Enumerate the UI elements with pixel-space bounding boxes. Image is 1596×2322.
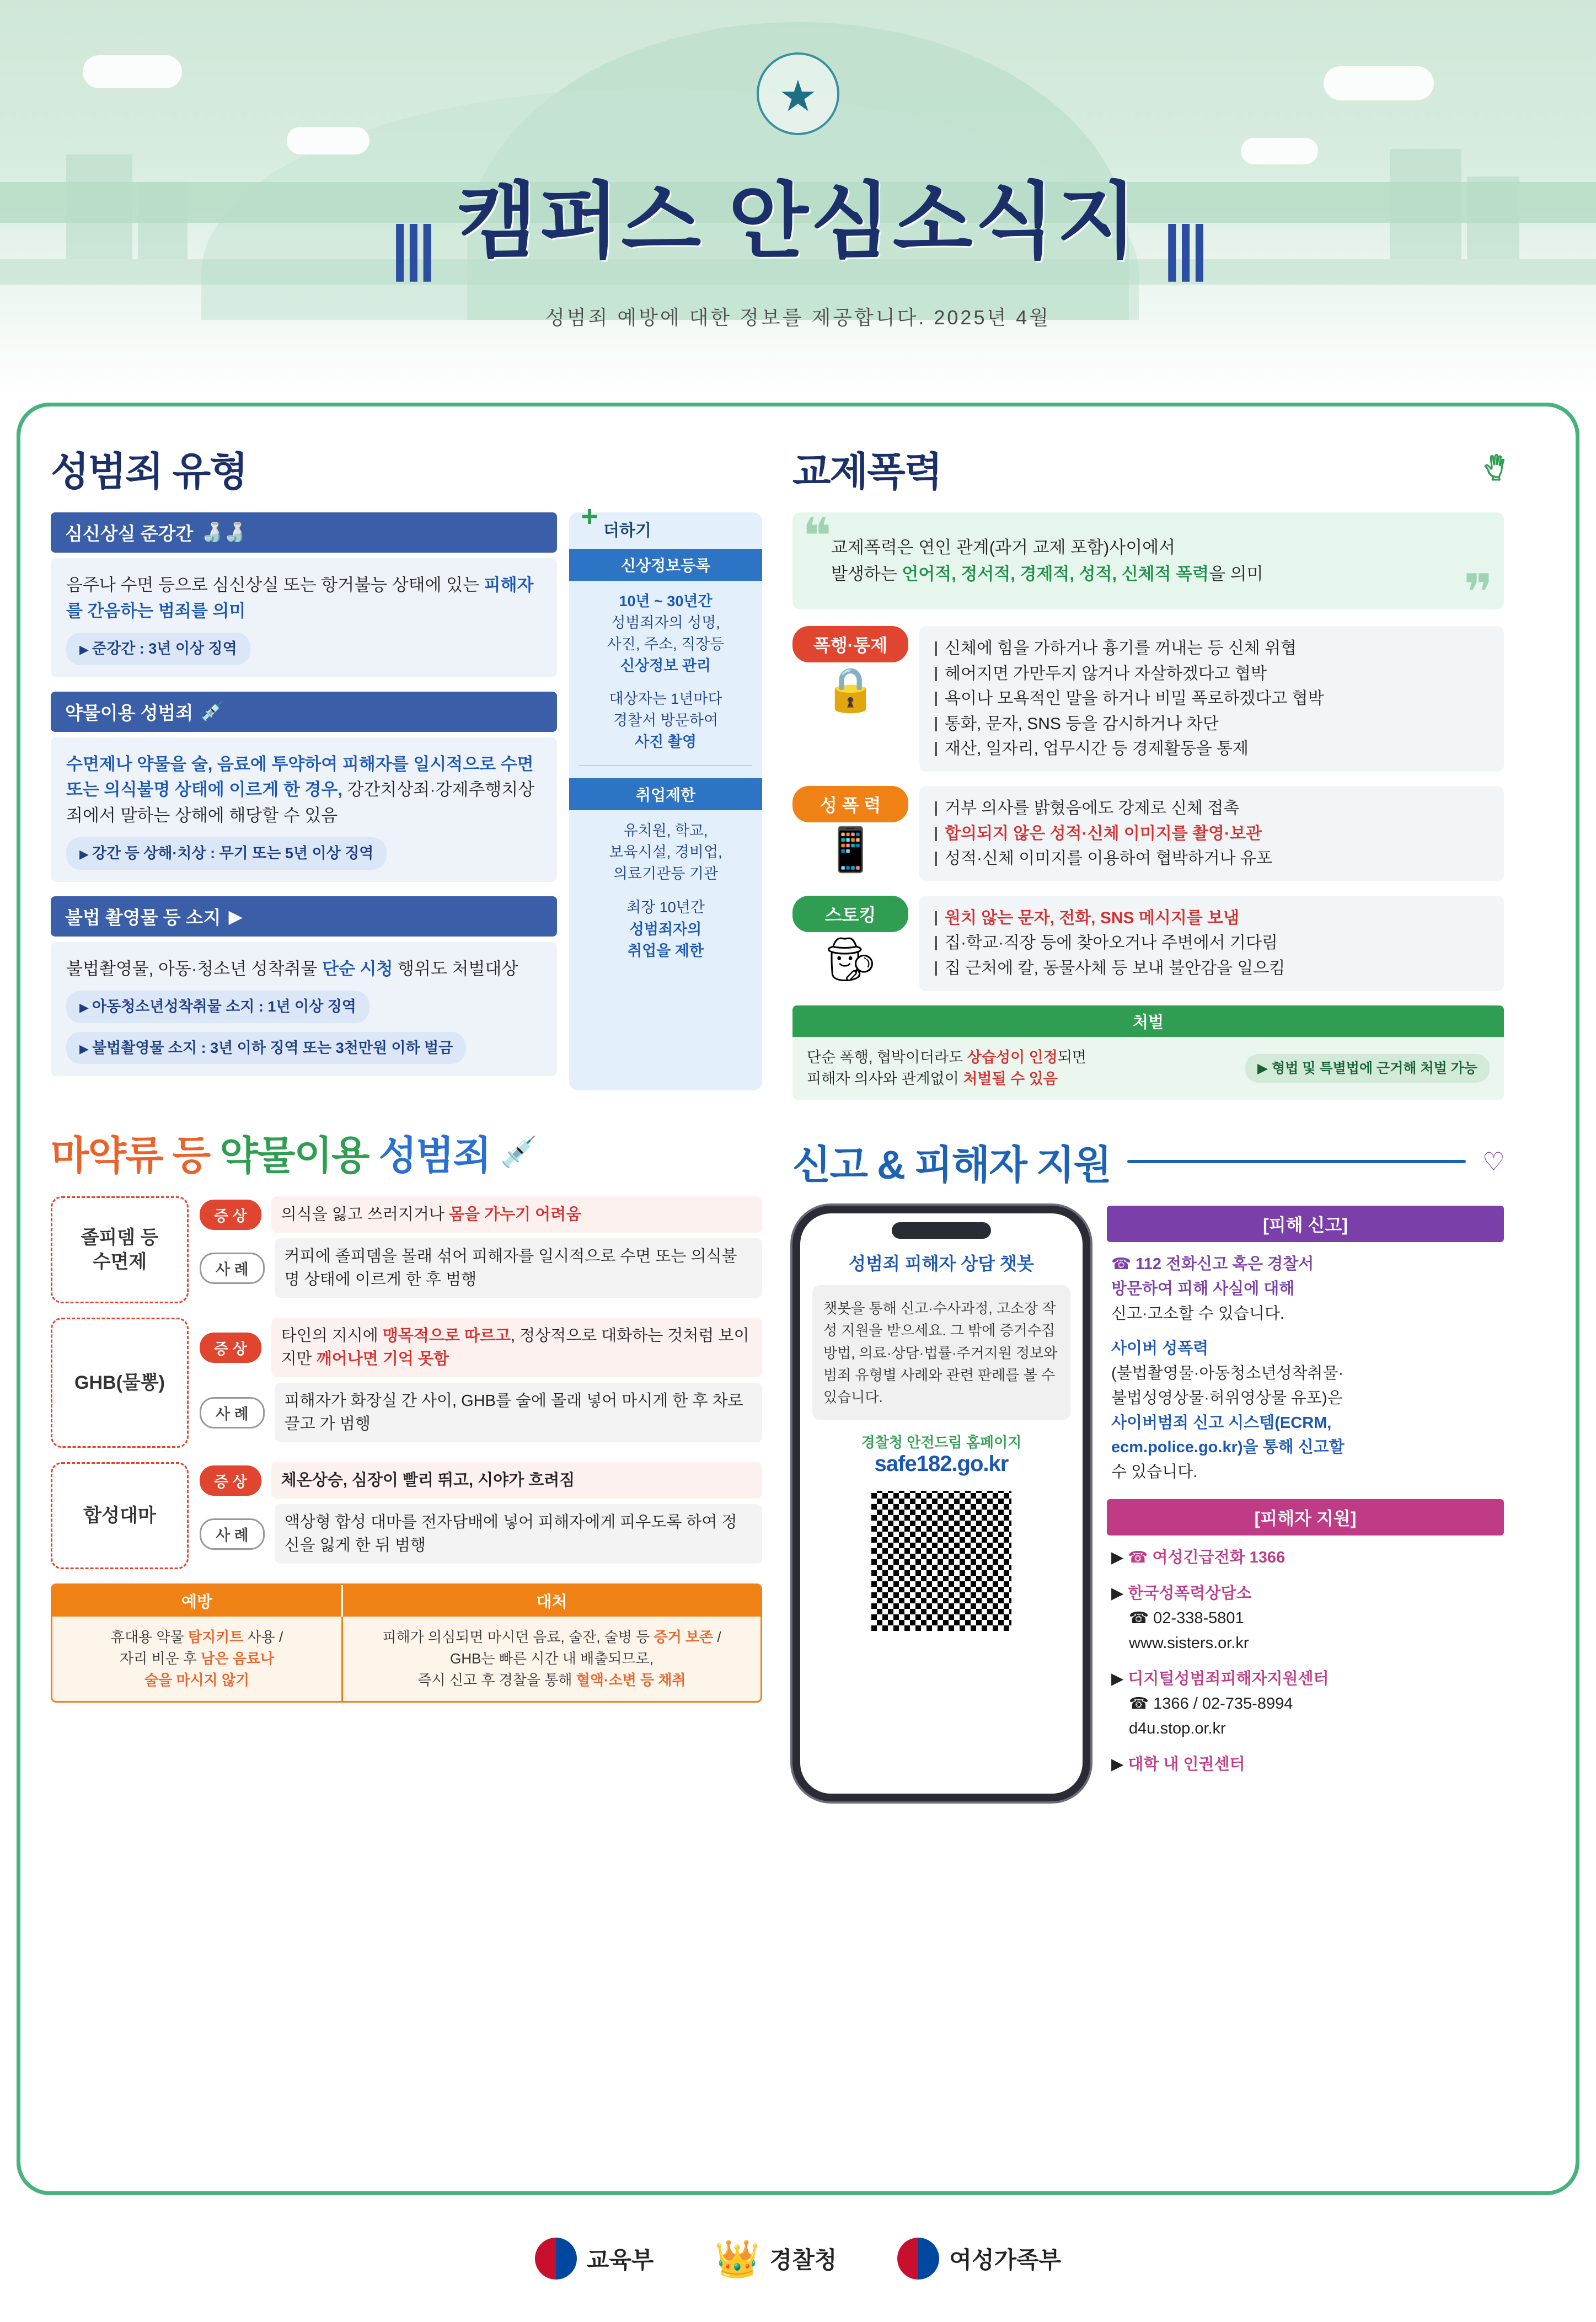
footer-org-2	[714, 2240, 837, 2277]
quote-line-1: 교제폭력은 연인 관계(과거 교제 포함)사이에서	[831, 538, 1176, 557]
extra-info-2-l4: 최장 10년간	[626, 899, 705, 916]
crime-card-title-2: 약물이용 성범죄	[65, 702, 194, 723]
drug-case-3: 액상형 합성 대마를 전자담배에 넣어 피해자에게 피우도록 하여 정신을 잃게 한 뒤 범행	[275, 1504, 762, 1564]
extra-info-label: 더하기	[603, 522, 651, 540]
drug-name-3: 합성대마	[51, 1462, 189, 1569]
dv-item: 집 근처에 칼, 동물사체 등 보내 불안감을 일으킴	[933, 956, 1491, 981]
case-label-2: 사 례	[200, 1397, 265, 1428]
cloud-shape	[1324, 66, 1434, 100]
crime-card-bullet-1: ▶ 준강간 : 3년 이상 징역	[66, 633, 250, 665]
section-title-report: 신고 & 피해자 지원 ♡	[792, 1143, 1504, 1187]
section-title-dating-violence: 교제폭력 🖐︎	[792, 450, 1504, 494]
phone-notch	[892, 1222, 991, 1239]
cyber-title: 사이버 성폭력	[1111, 1339, 1209, 1357]
dv-tag-3: 스토킹	[792, 896, 908, 932]
extra-info-1-l6: 경찰서 방문하여	[613, 711, 719, 729]
footer-org-1-label: 교육부	[586, 2247, 654, 2273]
crime-card-header-2	[51, 692, 557, 732]
cyber-line-3: 사이버범죄 신고 시스템(ECRM,	[1111, 1414, 1332, 1432]
dv-items-2	[919, 786, 1504, 881]
respond-body: 피해가 의심되면 마시던 음료, 술잔, 술병 등 증거 보존 / GHB는 빠른 시간 내 배출되므로, 즉시 신고 후 경찰을 통해 혈액·소변 등 채취	[341, 1617, 760, 1701]
chatbot-message: 챗봇을 통해 신고·수사과정, 고소장 작성 지원을 받으세요. 그 밖에 증거수집 방법, 의료·상담·법률·주거지원 정보와 범죄 유형별 사례와 관련 판례를 볼 수 있습니다.	[812, 1285, 1070, 1420]
crime-card-body-1	[51, 558, 557, 677]
crime-card-body-2	[51, 737, 557, 882]
drugs-title-part-1: 마약류 등	[51, 1134, 210, 1178]
plus-icon: +	[581, 500, 598, 533]
quote-line-2: 발생하는 언어적, 정서적, 경제적, 성적, 신체적 폭력을 의미	[831, 564, 1263, 584]
lock-icon: 🔒	[823, 665, 877, 714]
crime-card-text-3b: 단순 시청	[322, 959, 393, 978]
cyber-line-2: 불법성영상물·허위영상물 유포)은	[1111, 1389, 1343, 1407]
extra-info-2-l6: 취업을 제한	[628, 942, 704, 959]
poster-header	[0, 0, 1596, 397]
support-item-3-url[interactable]: d4u.stop.or.kr	[1129, 1719, 1226, 1737]
dv-item: 재산, 일자리, 업무시간 등 경제활동을 통제	[933, 736, 1491, 762]
support-item-1: ▶ ☎ 여성긴급전화 1366	[1111, 1549, 1286, 1567]
crime-card-text-2d: 강간치상죄·강제추행치상죄에서 말하는 상해에 해당할 수 있음	[66, 780, 535, 825]
dv-items-3	[919, 896, 1504, 991]
safe-site-url[interactable]: safe182.go.kr	[874, 1452, 1009, 1476]
drug-case-2: 피해자가 화장실 간 사이, GHB를 술에 몰래 넣어 마시게 한 후 차로 끌고 가 범행	[275, 1383, 762, 1442]
extra-info-2-l2: 보육시설, 경비업,	[609, 844, 722, 861]
report-line-3: 신고·고소할 수 있습니다.	[1111, 1304, 1284, 1323]
dv-item: 통화, 문자, SNS 등을 감시하거나 차단	[933, 711, 1491, 737]
drugs-title-part-3: 성범죄	[378, 1134, 491, 1178]
drug-symptom-1: 의식을 잃고 쓰러지거나 몸을 가누기 어려움	[271, 1196, 762, 1233]
heart-icon: ♡	[1482, 1147, 1504, 1176]
dv-item: 집·학교·직장 등에 찾아오거나 주변에서 기다림	[933, 930, 1491, 956]
page-subtitle: 성범죄 예방에 대한 정보를 제공합니다. 2025년 4월	[545, 306, 1051, 329]
support-item-4: ▶ 대학 내 인권센터	[1111, 1755, 1245, 1773]
soju-bottles-icon: 🍶🍶	[201, 522, 247, 542]
drug-symptom-2: 타인의 지시에 맹목적으로 따르고, 정상적으로 대화하는 것처럼 보이지만 깨어나면 기억 못함	[271, 1318, 762, 1377]
punishment-header: 처벌	[792, 1005, 1504, 1037]
dv-item: 원치 않는 문자, 전화, SNS 메시지를 보냄	[933, 906, 1491, 931]
prevention-header: 예방	[52, 1585, 341, 1617]
support-item-2-url[interactable]: www.sisters.or.kr	[1129, 1634, 1249, 1652]
crime-card-header-1	[51, 512, 557, 553]
dv-tag-1: 폭행·통제	[792, 626, 908, 662]
dv-group-3	[792, 896, 1504, 991]
extra-info-2-l5: 성범죄자의	[629, 921, 702, 938]
report-info	[1107, 1206, 1504, 1802]
drug-name-1: 졸피뎀 등 수면제	[51, 1196, 189, 1303]
footer-org-3	[897, 2238, 1061, 2280]
divider	[579, 765, 752, 766]
footer-org-1	[535, 2238, 654, 2280]
cyber-line-1: (불법촬영물·아동청소년성착취물·	[1111, 1364, 1344, 1382]
case-label-3: 사 례	[200, 1518, 265, 1550]
dv-item: 성적·신체 이미지를 이용하여 협박하거나 유포	[933, 846, 1491, 871]
safe-site-label: 경찰청 안전드림 홈페이지	[861, 1434, 1022, 1451]
binoculars-icon: 🕵︎	[823, 934, 878, 983]
extra-info-head-1: 신상정보등록	[569, 549, 762, 581]
title-bars-right: |||	[1163, 213, 1205, 282]
punishment-block	[792, 1005, 1504, 1100]
syringe-icon: 💉	[500, 1135, 537, 1169]
support-section-header: [피해자 지원]	[1107, 1499, 1504, 1535]
dv-item: 합의되지 않은 성적·신체 이미지를 촬영·보관	[933, 821, 1491, 847]
video-play-icon: ▶︎	[228, 906, 243, 927]
taeguk-logo-icon	[897, 2238, 939, 2280]
cyber-line-4[interactable]: ecm.police.go.kr)을 통해 신고할	[1111, 1438, 1345, 1457]
section-title-drugs	[51, 1123, 762, 1181]
dv-item: 거부 의사를 밝혔음에도 강제로 신체 접촉	[933, 796, 1491, 821]
support-item-3-phone: ☎ 1366 / 02-735-8994	[1129, 1695, 1293, 1713]
extra-info-2-l1: 유치원, 학교,	[623, 822, 708, 839]
report-section-header: [피해 신고]	[1107, 1206, 1504, 1242]
drugs-title-part-2: 약물이용	[219, 1134, 369, 1178]
dv-item: 헤어지면 가만두지 않거나 자살하겠다고 협박	[933, 661, 1491, 687]
extra-info-box	[569, 500, 762, 1090]
quote-open-icon: ❝	[802, 509, 832, 564]
crime-cards	[51, 512, 557, 1090]
punishment-pill: ▶ 형법 및 특별법에 근거해 처벌 가능	[1245, 1054, 1490, 1083]
qr-code[interactable]	[867, 1486, 1016, 1635]
cyber-line-5: 수 있습니다.	[1111, 1463, 1198, 1481]
dv-tag-2: 성 폭 력	[792, 786, 908, 822]
case-label-1: 사 례	[200, 1253, 265, 1284]
crime-card-bullet-2: ▶ 강간 등 상해·치상 : 무기 또는 5년 이상 징역	[66, 837, 387, 870]
taeguk-logo-icon	[535, 2238, 577, 2280]
symptom-label-2: 증 상	[200, 1333, 261, 1363]
footer-org-2-label: 경찰청	[769, 2247, 837, 2273]
dv-items-1	[919, 626, 1504, 772]
chatbot-title: 성범죄 피해자 상담 챗봇	[849, 1253, 1034, 1274]
support-item-2-phone: ☎ 02-338-5801	[1129, 1609, 1244, 1628]
drug-name-2: GHB(물뽕)	[51, 1318, 189, 1448]
crime-card-title-3: 불법 촬영물 등 소지	[65, 907, 221, 928]
cloud-shape	[83, 55, 182, 88]
drug-case-1: 커피에 졸피뎀을 몰래 섞어 피해자를 일시적으로 수면 또는 의식불명 상태에 이르게 한 후 범행	[275, 1238, 762, 1298]
extra-info-head-2: 취업제한	[569, 778, 762, 810]
dv-group-1	[792, 626, 1504, 772]
extra-info-1-l7: 사진 촬영	[635, 733, 697, 750]
phone-alert-icon: 📱	[823, 825, 877, 874]
crime-card-text-1a: 음주나 수면 등으로 심신상실 또는 항거불능 상태에 있는	[66, 575, 484, 595]
crime-card-title-1: 심신상실 준강간	[65, 523, 194, 544]
section-title-crime-types: 성범죄 유형	[51, 450, 247, 494]
police-eagle-emblem-icon: ★	[751, 52, 845, 146]
symptom-label-3: 증 상	[200, 1465, 261, 1496]
dating-violence-quote	[792, 509, 1504, 621]
crime-card-bullet-3b: ▶ 불법촬영물 소지 : 3년 이하 징역 또는 3천만원 이하 벌금	[66, 1032, 466, 1064]
hand-icon: 🖐︎	[1483, 452, 1504, 484]
quote-close-icon: ❞	[1464, 565, 1493, 621]
extra-info-1-l5: 대상자는 1년마다	[609, 690, 722, 707]
dv-item: 신체에 힘을 가하거나 흉기를 꺼내는 등 신체 위협	[933, 636, 1491, 661]
report-line-1: ☎ 112 전화신고 혹은 경찰서	[1111, 1255, 1314, 1273]
page-title: 캠퍼스 안심소식지	[457, 175, 1139, 267]
left-column	[51, 440, 762, 1802]
extra-info-1-l3: 사진, 주소, 직장등	[607, 636, 725, 653]
report-line-2: 방문하여 피해 사실에 대해	[1111, 1280, 1295, 1298]
cloud-shape	[287, 127, 369, 154]
police-logo-icon: 👑	[714, 2238, 760, 2279]
extra-info-2-l3: 의료기관등 기관	[613, 865, 719, 882]
crime-card-text-2b: 일시적으로 수면 또는	[66, 754, 534, 799]
drug-row	[51, 1318, 762, 1448]
crime-card-body-3	[51, 942, 557, 1077]
prevention-body: 휴대용 약물 탐지키트 사용 / 자리 비운 후 남은 음료나 술을 마시지 않기	[52, 1617, 341, 1701]
content-frame	[17, 403, 1579, 2195]
footer-logos	[0, 2195, 1596, 2322]
crime-card-header-3	[51, 896, 557, 937]
crime-card-bullet-3a: ▶ 아동청소년성착취물 소지 : 1년 이상 징역	[66, 991, 369, 1023]
support-item-2: ▶ 한국성폭력상담소 ☎ 02-338-5801 www.sisters.or.kr	[1111, 1581, 1499, 1656]
symptom-label-1: 증 상	[200, 1200, 261, 1230]
crime-card-text-2a: 수면제나 약물을 술, 음료에 투약하여 피해자를	[66, 754, 409, 774]
extra-info-1-l1: 10년 ~ 30년간	[619, 593, 713, 609]
punishment-text: 단순 폭행, 협박이더라도 상습성이 인정되면 피해자 의사와 관계없이 처벌될 수 있음	[807, 1048, 1086, 1087]
support-item-3: ▶ 디지털성범죄피해자지원센터 ☎ 1366 / 02-735-8994 d4u.stop.or.kr	[1111, 1667, 1499, 1741]
respond-header: 대처	[341, 1585, 760, 1617]
prevention-table	[51, 1583, 762, 1703]
drug-symptom-3: 체온상승, 심장이 빨리 뛰고, 시야가 흐려짐	[271, 1462, 762, 1499]
crime-card-text-2c: 의식불명 상태에 이르게 한 경우,	[104, 780, 342, 799]
drug-row	[51, 1196, 762, 1303]
right-column	[792, 440, 1504, 1802]
extra-info-1-l2: 성범죄자의 성명,	[611, 614, 720, 632]
footer-org-3-label: 여성가족부	[949, 2247, 1062, 2273]
drug-row	[51, 1462, 762, 1569]
crime-card-text-1b: 피해자를 간음하는 범죄를 의미	[66, 575, 534, 620]
title-block	[0, 154, 1596, 330]
extra-info-1-l4: 신상정보 관리	[620, 657, 711, 675]
dv-group-2	[792, 786, 1504, 881]
crime-card-text-3a: 불법촬영물, 아동·청소년 성착취물	[66, 959, 323, 978]
chatbot-phone-mockup	[792, 1206, 1090, 1801]
dv-item: 욕이나 모욕적인 말을 하거나 비밀 폭로하겠다고 협박	[933, 686, 1491, 711]
title-bars-left: |||	[391, 213, 433, 282]
crime-card-text-3c: 행위도 처벌대상	[393, 959, 518, 978]
syringe-icon: 💉	[201, 700, 224, 721]
